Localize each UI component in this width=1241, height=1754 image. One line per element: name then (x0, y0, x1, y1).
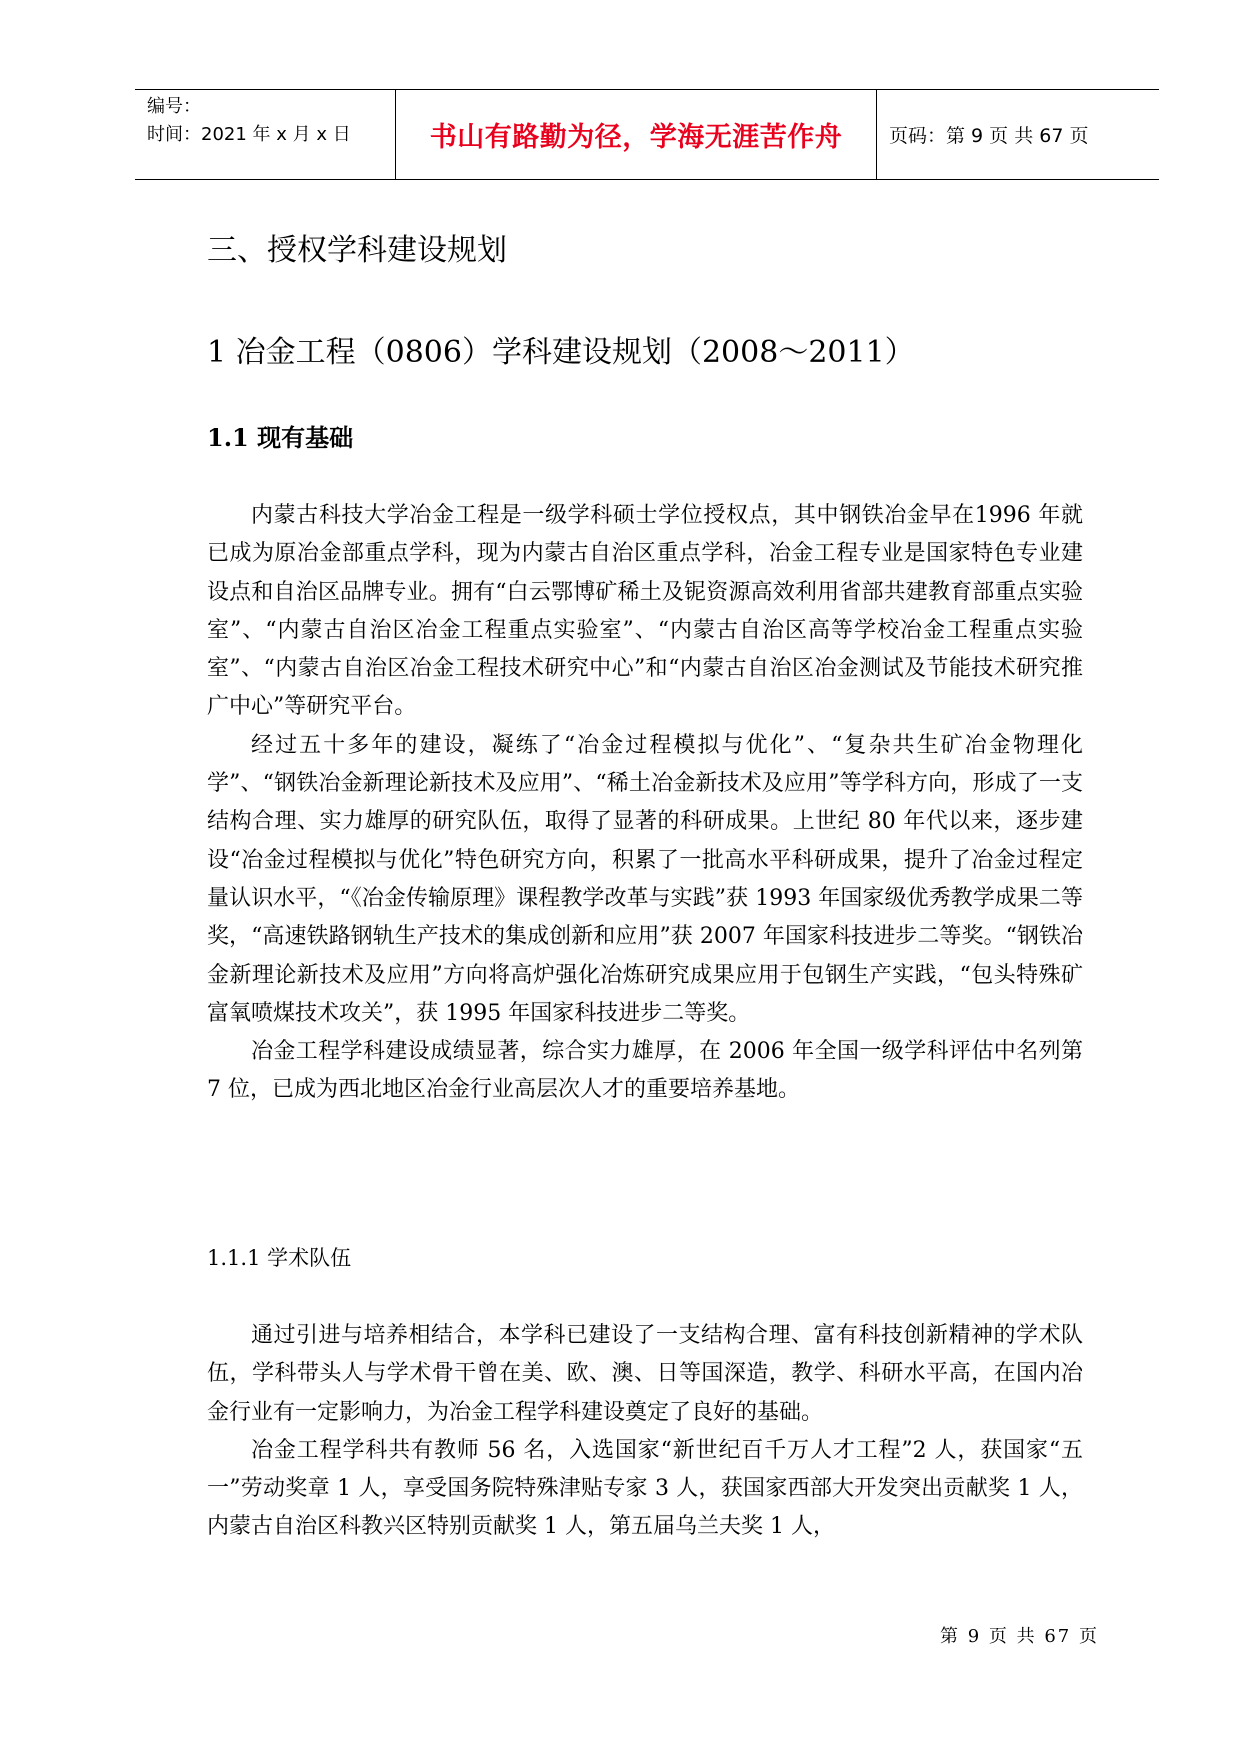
header-page-label: 页码：第 9 页 共 67 页 (889, 125, 1089, 147)
paragraph: 冶金工程学科共有教师 56 名，入选国家“新世纪百千万人才工程”2 人，获国家“五一”劳动奖章 1 人，享受国务院特殊津贴专家 3 人，获国家西部大开发突出贡献奖 1 人，内蒙古自治区科教兴区特别贡献奖 1 人，第五届乌兰夫奖 1 人， (207, 1437, 1083, 1540)
header-number-label: 编号： (147, 96, 201, 117)
heading-1-1-1: 1.1.1 学术队伍 (207, 1246, 352, 1270)
heading-1-1: 1.1 现有基础 (207, 423, 354, 452)
paragraph: 通过引进与培养相结合，本学科已建设了一支结构合理、富有科技创新精神的学术队伍，学科带头人与学术骨干曾在美、欧、澳、日等国深造，教学、科研水平高，在国内冶金行业有一定影响力，为冶金工程学科建设奠定了良好的基础。 (207, 1323, 1083, 1425)
header-motto: 书山有路勤为径，学海无涯苦作舟 (429, 122, 843, 153)
page-header (135, 89, 1159, 180)
header-info-cell (135, 90, 395, 179)
body-block-1 (207, 497, 1083, 1110)
header-time-label: 时间：2021 年 x 月 x 日 (147, 124, 351, 145)
header-motto-cell (395, 90, 877, 179)
section-title: 三、授权学科建设规划 (207, 233, 507, 268)
page-footer: 第 9 页 共 67 页 (940, 1626, 1099, 1647)
header-page-cell (877, 90, 1159, 179)
subsection-title: 1 冶金工程（0806）学科建设规划（2008～2011） (207, 335, 915, 370)
paragraph: 经过五十多年的建设，凝练了“冶金过程模拟与优化”、“复杂共生矿冶金物理化学”、“钢铁冶金新理论新技术及应用”、“稀土冶金新技术及应用”等学科方向，形成了一支结构合理、实力雄厚的研究队伍，取得了显著的科研成果。上世纪 80 年代以来，逐步建设“冶金过程模拟与优化”特色研究方向，积累了一批高水平科研成果，提升了冶金过程定量认识水平，“《冶金传输原理》课程教学改革与实践”获 1993 年国家级优秀教学成果二等奖，“高速铁路钢轨生产技术的集成创新和应用”获 2007 年国家科技进步二等奖。“钢铁冶金新理论新技术及应用”方向将高炉强化冶炼研究成果应用于包钢生产实践，“包头特殊矿富氧喷煤技术攻关”，获 1995 年国家科技进步二等奖。 (207, 732, 1083, 1026)
paragraph: 内蒙古科技大学冶金工程是一级学科硕士学位授权点，其中钢铁冶金早在1996 年就已成为原冶金部重点学科，现为内蒙古自治区重点学科，冶金工程专业是国家特色专业建设点和自治区品牌专业。拥有“白云鄂博矿稀土及铌资源高效利用省部共建教育部重点实验室”、“内蒙古自治区冶金工程重点实验室”、“内蒙古自治区高等学校冶金工程重点实验室”、“内蒙古自治区冶金工程技术研究中心”和“内蒙古自治区冶金测试及节能技术研究推广中心”等研究平台。 (207, 503, 1084, 720)
paragraph: 冶金工程学科建设成绩显著，综合实力雄厚，在 2006 年全国一级学科评估中名列第 7 位，已成为西北地区冶金行业高层次人才的重要培养基地。 (207, 1039, 1083, 1103)
body-block-2 (207, 1317, 1083, 1547)
